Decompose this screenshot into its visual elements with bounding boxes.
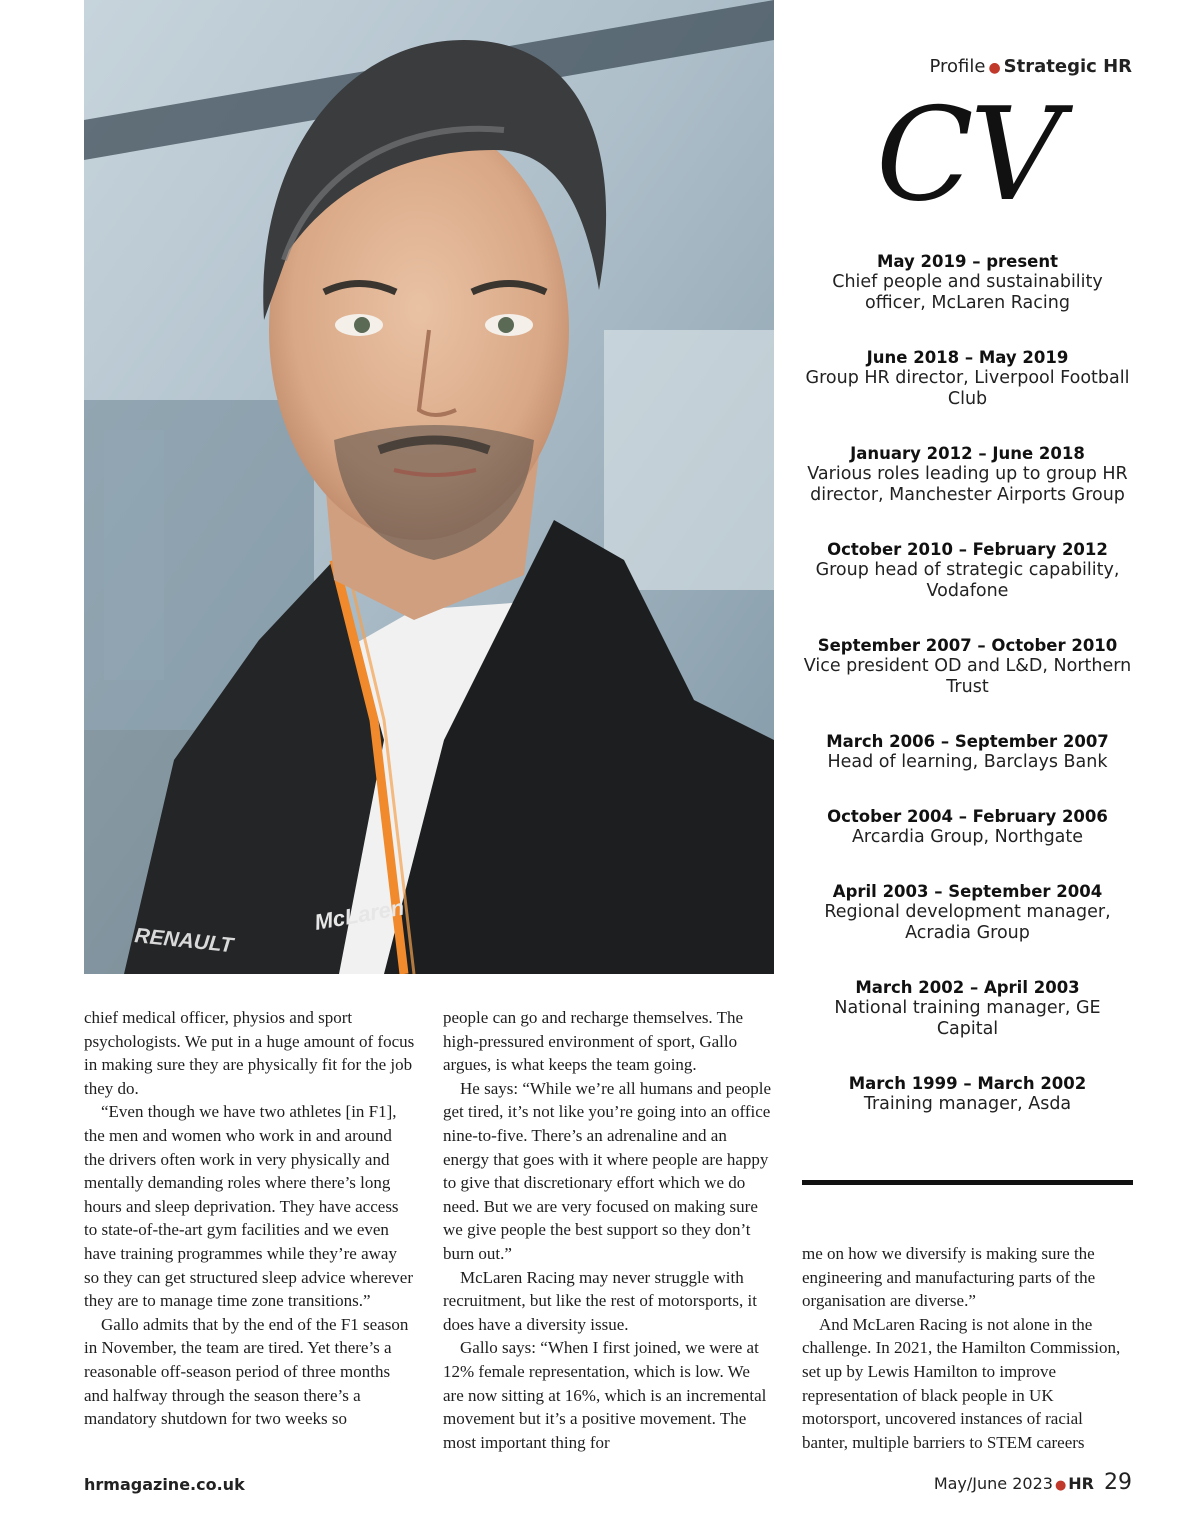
cv-entry-dates: June 2018 – May 2019 [866,348,1069,367]
section-name: Profile [929,56,986,77]
cv-entry-dates: October 2010 – February 2012 [827,540,1108,559]
article-paragraph: chief medical officer, physios and sport psychologists. We put in a huge amount of focus in making sure they are physically fit for the job they do. [84,1008,415,1098]
cv-entry [802,881,1133,944]
section-label [929,56,1132,77]
cv-entry-dates: October 2004 – February 2006 [827,807,1108,826]
article-paragraph: people can go and recharge themselves. The high-pressured environment of sport, Gallo argues, is what keeps the team going. [443,1008,744,1075]
page-number: 29 [1104,1470,1132,1495]
cv-entry-dates: March 1999 – March 2002 [848,1074,1087,1093]
article-paragraph: He says: “While we’re all humans and people get tired, it’s not like you’re going into an office nine-to-five. There’s an adrenaline and an energy that goes with it where people are happy to give that discretionary effort which we do need. But we are very focused on making sure we give people the best support so they don’t burn out.” [443,1078,772,1263]
footer-issue-info [934,1470,1132,1495]
article-column-3 [802,1242,1133,1454]
article-paragraph: “Even though we have two athletes [in F1], the men and women who work in and around the drivers often work in very physically and mentally demanding roles where there’s long hours and sleep deprivation. They have access to state-of-the-art gym facilities and we even have training programmes while they’re away so they can get structured sleep advice wherever they are to manage time zone transitions.” [84,1102,413,1311]
cv-entry-dates: April 2003 – September 2004 [832,882,1103,901]
subsection-name: Strategic HR [1003,56,1132,77]
cv-entry [802,251,1133,314]
cv-entry-role: Group HR director, Liverpool Football Club [805,368,1130,409]
cv-entry [802,806,1133,848]
footer-website: hrmagazine.co.uk [84,1475,245,1494]
article-column-1 [84,1006,416,1431]
cv-entry [802,731,1133,773]
article-column-2 [443,1006,773,1454]
article-paragraph: McLaren Racing may never struggle with recruitment, but like the rest of motorsports, it does have a diversity issue. [443,1267,757,1334]
cv-entry [802,347,1133,410]
cv-entry-role: Training manager, Asda [863,1094,1072,1114]
cv-entry [802,1073,1133,1115]
cv-entry [802,635,1133,698]
cv-entry [802,443,1133,506]
cv-entry [802,539,1133,602]
cv-divider [802,1180,1133,1185]
vest-logo-mclaren: McLaren [312,894,406,935]
cv-entry-dates: September 2007 – October 2010 [817,636,1118,655]
cv-heading: CV [875,81,1059,230]
article-paragraph: Gallo says: “When I first joined, we were at 12% female representation, which is low. We are now sitting at 16%, which is an incremental movement but it’s a positive movement. The most important thing for [443,1338,767,1452]
cv-entry-role: Head of learning, Barclays Bank [827,752,1108,772]
footer-issue-date: May/June 2023 [933,1474,1053,1493]
vest-logo-renault: RENAULT [133,924,235,958]
cv-entry-role: Various roles leading up to group HR director, Manchester Airports Group [807,464,1128,505]
cv-entry-role: Vice president OD and L&D, Northern Trust [803,656,1132,697]
cv-entry-dates: March 2006 – September 2007 [826,732,1109,751]
cv-entry-dates: March 2002 – April 2003 [855,978,1080,997]
portrait-photo [84,0,774,974]
cv-entry-dates: May 2019 – present [877,252,1058,271]
cv-entry-dates: January 2012 – June 2018 [850,444,1085,463]
article-paragraph: Gallo admits that by the end of the F1 season in November, the team are tired. Yet there’s a reasonable off-season period of three months and halfway through the season there’s a mandatory shutdown for two weeks so [84,1314,409,1429]
footer-magazine-name: HR [1068,1474,1094,1493]
cv-entry-role: Arcardia Group, Northgate [851,827,1084,847]
article-paragraph: me on how we diversify is making sure the engineering and manufacturing parts of the organisation are diverse.” [802,1244,1096,1311]
cv-entry [802,977,1133,1040]
separator-dot-icon: ● [1054,1478,1067,1493]
cv-list [802,251,1133,1148]
cv-entry-role: Chief people and sustainability officer, McLaren Racing [832,272,1103,313]
article-paragraph: And McLaren Racing is not alone in the challenge. In 2021, the Hamilton Commission, set up by Lewis Hamilton to improve representation of black people in UK motorsport, uncovered instances of racial banter, multiple barriers to STEM careers [802,1314,1121,1452]
cv-entry-role: National training manager, GE Capital [834,998,1101,1039]
cv-entry-role: Group head of strategic capability, Vodafone [815,560,1120,601]
separator-dot-icon: ● [988,60,1001,76]
cv-entry-role: Regional development manager, Acradia Group [824,902,1111,943]
